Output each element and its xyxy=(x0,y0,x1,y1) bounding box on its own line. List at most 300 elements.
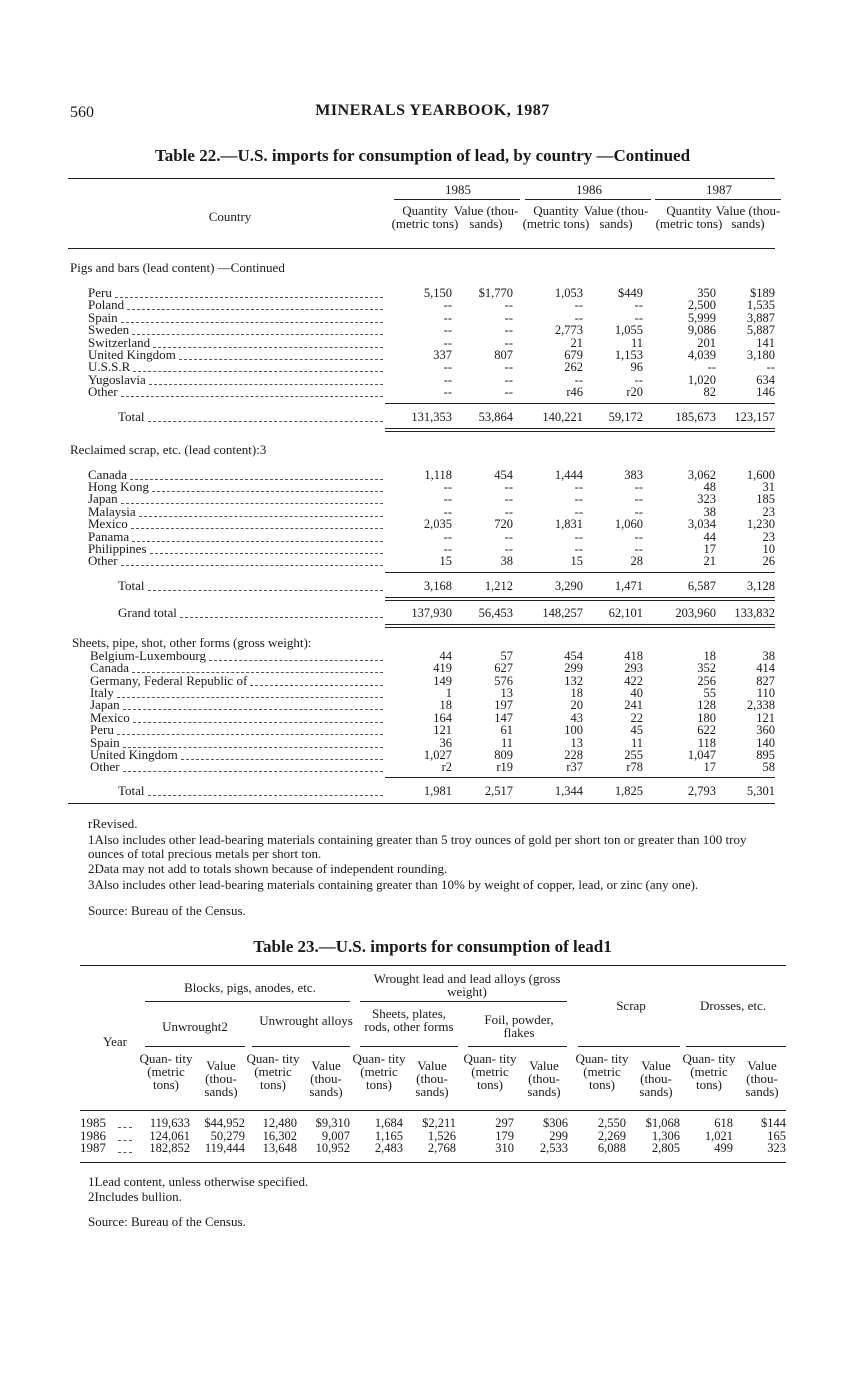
value-cell: 2,805 xyxy=(651,1141,680,1155)
running-title: MINERALS YEARBOOK, 1987 xyxy=(315,102,550,119)
value-cell: 422 xyxy=(624,673,643,688)
value-header: Value (thou- sands) xyxy=(639,1058,673,1099)
value-cell: 1,153 xyxy=(614,348,643,362)
quantity-header: Quan- tity (metric tons) xyxy=(139,1051,193,1092)
country-label: United Kingdom xyxy=(88,347,176,362)
value-cell: 140,221 xyxy=(542,409,583,424)
value-cell: 38 xyxy=(703,504,716,519)
table-rule xyxy=(252,1046,350,1047)
value-cell: 164 xyxy=(433,710,452,725)
value-cell: 228 xyxy=(564,748,583,762)
value-cell: 16,302 xyxy=(262,1128,297,1143)
dot-leader xyxy=(123,709,383,710)
value-cell: -- xyxy=(574,310,583,325)
value-cell: 36 xyxy=(439,735,452,750)
value-cell: 26 xyxy=(762,554,775,569)
value-cell: -- xyxy=(443,360,452,375)
value-cell: $9,310 xyxy=(315,1116,350,1130)
value-cell: 59,172 xyxy=(608,409,643,424)
table-rule xyxy=(468,1046,567,1047)
table-rule xyxy=(360,1046,458,1047)
value-cell: 1,535 xyxy=(746,298,775,313)
value-cell: 50,279 xyxy=(210,1128,245,1143)
dot-leader xyxy=(180,617,383,618)
table-rule xyxy=(385,597,775,598)
value-cell: 1,060 xyxy=(614,517,643,532)
value-cell: -- xyxy=(504,529,513,544)
value-cell: 454 xyxy=(494,467,513,482)
value-cell: 9,007 xyxy=(321,1128,350,1143)
value-cell: 179 xyxy=(495,1128,514,1143)
value-cell: -- xyxy=(443,480,452,494)
value-cell: -- xyxy=(504,492,513,507)
value-cell: $144 xyxy=(761,1116,786,1130)
country-label: Germany, Federal Republic of xyxy=(90,672,248,688)
table-rule xyxy=(68,803,775,804)
value-cell: 1,825 xyxy=(614,783,643,798)
table-rule xyxy=(385,428,775,429)
section-heading: Pigs and bars (lead content) —Continued xyxy=(70,260,285,275)
value-cell: 895 xyxy=(756,748,775,762)
value-cell: 31 xyxy=(762,480,775,494)
table-rule xyxy=(145,1046,245,1047)
value-cell: 182,852 xyxy=(149,1141,190,1155)
value-cell: 262 xyxy=(564,360,583,375)
value-cell: -- xyxy=(634,372,643,387)
footnote: 2Data may not add to totals shown because of independent rounding. xyxy=(88,860,448,876)
dot-leader xyxy=(153,347,383,348)
column-header: Value (thou- sands) xyxy=(583,203,649,231)
value-cell: -- xyxy=(443,542,452,556)
value-cell: $2,211 xyxy=(422,1116,456,1130)
value-cell: -- xyxy=(707,360,716,375)
value-cell: 141 xyxy=(756,335,775,350)
dot-leader xyxy=(121,322,383,323)
country-label: Spain xyxy=(88,309,118,325)
table-rule xyxy=(655,199,781,200)
value-cell: 57 xyxy=(500,648,513,663)
value-cell: 419 xyxy=(433,661,452,676)
dot-leader xyxy=(131,528,383,529)
value-cell: 13 xyxy=(500,686,513,700)
value-cell: 18 xyxy=(439,698,452,713)
table-rule xyxy=(385,431,775,432)
total-label: Total xyxy=(118,408,145,424)
value-cell: 2,035 xyxy=(423,517,452,532)
value-cell: r78 xyxy=(626,760,643,775)
subgroup-header: Unwrought alloys xyxy=(259,1013,353,1028)
value-cell: 2,550 xyxy=(597,1116,626,1130)
value-cell: 61 xyxy=(500,723,513,738)
value-cell: 256 xyxy=(697,673,716,688)
value-cell: 13 xyxy=(570,735,583,750)
value-cell: 23 xyxy=(762,504,775,519)
value-cell: -- xyxy=(504,310,513,325)
value-cell: 5,887 xyxy=(746,323,775,338)
country-label: Italy xyxy=(90,685,114,700)
table-rule xyxy=(80,965,786,966)
value-cell: 3,128 xyxy=(746,578,775,593)
value-cell: 1,027 xyxy=(423,748,452,762)
value-cell: -- xyxy=(634,504,643,519)
value-cell: -- xyxy=(504,542,513,556)
value-cell: 44 xyxy=(703,529,716,544)
value-cell: 137,930 xyxy=(411,605,452,620)
table-rule xyxy=(525,199,651,200)
column-header: Quantity (metric tons) xyxy=(655,203,723,231)
table-rule xyxy=(68,178,775,179)
value-cell: 5,150 xyxy=(423,286,452,300)
value-cell: 17 xyxy=(703,542,716,556)
value-cell: -- xyxy=(574,492,583,507)
value-cell: 1,020 xyxy=(687,372,716,387)
total-label: Total xyxy=(118,577,145,593)
value-cell: 6,587 xyxy=(687,578,716,593)
value-cell: 255 xyxy=(624,748,643,762)
value-cell: 100 xyxy=(564,723,583,738)
dot-leader xyxy=(148,421,383,422)
value-cell: 310 xyxy=(495,1141,514,1155)
value-cell: -- xyxy=(634,480,643,494)
quantity-header: Quan- tity (metric tons) xyxy=(352,1051,406,1092)
table-rule xyxy=(80,1162,786,1163)
value-cell: 110 xyxy=(756,686,775,700)
value-cell: r19 xyxy=(496,760,513,775)
value-cell: 185,673 xyxy=(675,409,716,424)
group-header: Blocks, pigs, anodes, etc. xyxy=(184,980,316,995)
year-label: 1985 xyxy=(80,1115,106,1130)
value-cell: 201 xyxy=(697,335,716,350)
value-cell: 3,887 xyxy=(746,310,775,325)
value-cell: 627 xyxy=(494,661,513,676)
value-cell: -- xyxy=(504,480,513,494)
quantity-header: Quan- tity (metric tons) xyxy=(463,1051,517,1092)
value-cell: 15 xyxy=(570,554,583,569)
country-label: Spain xyxy=(90,734,120,750)
value-cell: 2,269 xyxy=(597,1128,626,1143)
value-cell: 827 xyxy=(756,673,775,688)
value-cell: 21 xyxy=(570,335,583,350)
total-label: Total xyxy=(118,782,145,798)
value-cell: 96 xyxy=(630,360,643,375)
dot-leader xyxy=(115,297,383,298)
country-label: Yugoslavia xyxy=(88,371,146,387)
value-cell: 133,832 xyxy=(734,605,775,620)
value-cell: 3,168 xyxy=(423,578,452,593)
value-cell: 40 xyxy=(630,686,643,700)
country-label: Panama xyxy=(88,528,130,544)
value-cell: 185 xyxy=(756,492,775,507)
value-cell: 3,062 xyxy=(687,467,716,482)
dot-leader xyxy=(209,660,383,661)
column-header: Quantity (metric tons) xyxy=(522,203,590,231)
value-cell: 1,600 xyxy=(746,467,775,482)
section-heading: Reclaimed scrap, etc. (lead content):3 xyxy=(70,441,267,457)
year-label: 1987 xyxy=(80,1140,106,1155)
value-header: Value (thou- sands) xyxy=(527,1058,561,1099)
value-cell: 3,180 xyxy=(746,348,775,362)
value-cell: 2,533 xyxy=(539,1141,568,1155)
value-cell: -- xyxy=(574,298,583,313)
value-cell: 119,633 xyxy=(149,1116,190,1130)
value-cell: 124,061 xyxy=(149,1128,190,1143)
country-label: Belgium-Luxembourg xyxy=(90,647,207,663)
table-22-title: Table 22.—U.S. imports for consumption of lead, by country —Continued xyxy=(154,146,691,165)
value-cell: 1,118 xyxy=(424,467,452,482)
source-note: Source: Bureau of the Census. xyxy=(88,1214,246,1229)
dot-leader xyxy=(139,516,383,517)
value-cell: 2,793 xyxy=(687,783,716,798)
subgroup-header: Foil, powder, flakes xyxy=(484,1012,554,1040)
group-header: Scrap xyxy=(616,998,646,1013)
value-cell: 454 xyxy=(564,648,583,663)
year-label: 1986 xyxy=(80,1127,106,1143)
country-label: Malaysia xyxy=(88,503,136,519)
table-rule xyxy=(394,199,520,200)
value-cell: 2,517 xyxy=(484,783,513,798)
country-label: Other xyxy=(90,759,120,775)
value-cell: 618 xyxy=(714,1116,733,1130)
country-label: Peru xyxy=(88,285,112,300)
column-header: Quantity (metric tons) xyxy=(391,203,459,231)
value-cell: 352 xyxy=(697,661,716,676)
value-cell: 18 xyxy=(570,686,583,700)
value-cell: 149 xyxy=(433,673,452,688)
value-cell: 1 xyxy=(445,686,452,700)
value-cell: 241 xyxy=(624,698,643,713)
value-cell: 323 xyxy=(767,1141,786,1155)
value-cell: -- xyxy=(504,504,513,519)
value-cell: 337 xyxy=(433,348,452,362)
value-cell: 1,021 xyxy=(704,1128,733,1143)
value-cell: 15 xyxy=(439,554,452,569)
value-cell: 148,257 xyxy=(542,605,583,620)
value-cell: 58 xyxy=(762,760,775,775)
dot-leader xyxy=(121,396,383,397)
table-rule xyxy=(385,624,775,625)
value-cell: r20 xyxy=(626,385,643,400)
table-rule xyxy=(360,1001,567,1002)
country-label: Other xyxy=(88,553,118,569)
value-header: Value (thou- sands) xyxy=(204,1058,238,1099)
value-cell: 197 xyxy=(494,698,513,713)
value-cell: 1,981 xyxy=(423,783,452,798)
value-cell: 128 xyxy=(697,698,716,713)
value-cell: 203,960 xyxy=(675,605,716,620)
value-cell: 1,831 xyxy=(554,517,583,532)
value-header: Value (thou- sands) xyxy=(309,1058,343,1099)
value-cell: -- xyxy=(634,310,643,325)
value-cell: -- xyxy=(574,504,583,519)
quantity-header: Quan- tity (metric tons) xyxy=(246,1051,300,1092)
value-cell: 131,353 xyxy=(411,409,452,424)
value-cell: 147 xyxy=(494,710,513,725)
value-cell: 38 xyxy=(500,554,513,569)
value-cell: 2,338 xyxy=(746,698,775,713)
value-cell: 23 xyxy=(762,529,775,544)
value-cell: 140 xyxy=(756,735,775,750)
value-cell: 350 xyxy=(697,286,716,300)
value-cell: 1,055 xyxy=(614,323,643,338)
table-rule xyxy=(385,777,775,778)
dot-leader xyxy=(179,359,383,360)
value-cell: 62,101 xyxy=(608,605,643,620)
country-label: U.S.S.R xyxy=(88,359,131,375)
dot-leader xyxy=(132,541,383,542)
footnote: 3Also includes other lead-bearing materials containing greater than 10% by weight of copper, lead, or zinc (any one). xyxy=(88,876,699,892)
value-cell: -- xyxy=(574,480,583,494)
value-cell: 9,086 xyxy=(687,323,716,338)
value-cell: -- xyxy=(443,310,452,325)
value-cell: -- xyxy=(443,372,452,387)
value-cell: 293 xyxy=(624,661,643,676)
value-cell: $306 xyxy=(543,1116,568,1130)
value-cell: r2 xyxy=(441,760,452,775)
value-cell: 4,039 xyxy=(687,348,716,362)
value-cell: 1,344 xyxy=(554,783,583,798)
country-label: Japan xyxy=(90,697,120,713)
value-cell: 5,301 xyxy=(746,783,775,798)
dot-leader xyxy=(250,685,383,686)
value-header: Value (thou- sands) xyxy=(415,1058,449,1099)
value-cell: -- xyxy=(634,529,643,544)
country-label: Other xyxy=(88,384,118,400)
value-cell: 44 xyxy=(439,648,452,663)
value-cell: 1,212 xyxy=(484,578,513,593)
value-cell: r37 xyxy=(566,760,583,775)
value-cell: 121 xyxy=(756,710,775,725)
value-cell: -- xyxy=(634,542,643,556)
value-cell: 53,864 xyxy=(478,409,513,424)
value-cell: 1,306 xyxy=(651,1128,680,1143)
value-cell: $44,952 xyxy=(204,1116,245,1130)
value-cell: 622 xyxy=(697,723,716,738)
country-header: Country xyxy=(208,209,252,224)
value-cell: 1,684 xyxy=(374,1116,403,1130)
country-label: Canada xyxy=(90,660,129,676)
value-cell: 299 xyxy=(564,661,583,676)
value-cell: 118 xyxy=(697,735,716,750)
value-cell: 809 xyxy=(494,748,513,762)
value-cell: 2,483 xyxy=(374,1141,403,1155)
table-rule xyxy=(80,1110,786,1111)
dot-leader xyxy=(132,334,383,335)
value-cell: 10,952 xyxy=(315,1141,350,1155)
value-cell: 21 xyxy=(703,554,716,569)
value-cell: -- xyxy=(574,372,583,387)
table-23-title: Table 23.—U.S. imports for consumption of lead1 xyxy=(253,937,612,956)
value-cell: 1,444 xyxy=(554,467,583,482)
year-header: Year xyxy=(103,1034,127,1049)
value-cell: $1,068 xyxy=(645,1116,680,1130)
page-number: 560 xyxy=(70,104,94,121)
value-cell: -- xyxy=(443,492,452,507)
value-cell: -- xyxy=(504,385,513,400)
value-cell: 576 xyxy=(494,673,513,688)
table-rule xyxy=(68,248,775,249)
dot-leader xyxy=(133,722,383,723)
country-label: Sweden xyxy=(88,322,130,338)
country-label: Hong Kong xyxy=(88,479,150,494)
value-cell: -- xyxy=(443,504,452,519)
value-header: Value (thou- sands) xyxy=(745,1058,779,1099)
value-cell: 11 xyxy=(630,335,643,350)
dot-leader xyxy=(130,479,383,480)
subgroup-header: Unwrought2 xyxy=(162,1019,228,1034)
value-cell: -- xyxy=(504,335,513,350)
value-cell: 1,230 xyxy=(746,517,775,532)
value-cell: 123,157 xyxy=(734,409,775,424)
section-heading: Sheets, pipe, shot, other forms (gross weight): xyxy=(72,634,312,650)
value-cell: 2,773 xyxy=(554,323,583,338)
value-cell: 6,088 xyxy=(597,1141,626,1155)
table-rule xyxy=(385,572,775,573)
dot-leader xyxy=(181,759,383,760)
country-label: Switzerland xyxy=(88,334,151,350)
value-cell: 414 xyxy=(756,661,775,676)
dot-leader xyxy=(148,795,383,796)
value-cell: 2,500 xyxy=(687,298,716,313)
footnote: 1Lead content, unless otherwise specified. xyxy=(88,1174,309,1189)
footnote: 1Also includes other lead-bearing materials containing greater than 5 troy ounces of gold per short ton or greater than 100 troy ounces of total precious metals per short ton. xyxy=(88,831,747,861)
column-header: Value (thou- sands) xyxy=(715,203,781,231)
value-cell: 360 xyxy=(756,723,775,738)
value-cell: 180 xyxy=(697,710,716,725)
value-cell: 1,047 xyxy=(687,748,716,762)
footnote: rRevised. xyxy=(88,815,138,831)
value-cell: 1,526 xyxy=(427,1128,456,1143)
table-rule xyxy=(385,600,775,601)
value-cell: 1,165 xyxy=(374,1128,403,1143)
dot-leader xyxy=(149,384,383,385)
subgroup-header: Sheets, plates, rods, other forms xyxy=(364,1006,454,1034)
dot-leader xyxy=(121,565,383,566)
value-cell: 48 xyxy=(703,480,716,494)
value-cell: 28 xyxy=(630,554,643,569)
value-cell: -- xyxy=(443,298,452,313)
value-cell: -- xyxy=(443,385,452,400)
value-cell: 38 xyxy=(762,648,775,663)
dot-leader xyxy=(117,697,383,698)
value-cell: 132 xyxy=(564,673,583,688)
value-cell: 418 xyxy=(624,648,643,663)
table-rule xyxy=(578,1046,680,1047)
value-cell: 2,768 xyxy=(427,1141,456,1155)
dot-leader xyxy=(148,590,383,591)
quantity-header: Quan- tity (metric tons) xyxy=(682,1051,736,1092)
value-cell: -- xyxy=(574,529,583,544)
dot-leader xyxy=(150,553,383,554)
column-header: Value (thou- sands) xyxy=(453,203,519,231)
value-cell: -- xyxy=(634,298,643,313)
value-cell: $1,770 xyxy=(478,286,513,300)
value-cell: 165 xyxy=(767,1128,786,1143)
value-cell: 121 xyxy=(433,723,452,738)
value-cell: -- xyxy=(504,360,513,375)
value-cell: 20 xyxy=(570,698,583,713)
value-cell: 11 xyxy=(500,735,513,750)
value-cell: -- xyxy=(443,529,452,544)
value-cell: 13,648 xyxy=(262,1141,297,1155)
value-cell: -- xyxy=(766,360,775,375)
value-cell: 10 xyxy=(762,542,775,556)
year-header: 1986 xyxy=(576,182,602,197)
value-cell: 807 xyxy=(494,348,513,362)
value-cell: 11 xyxy=(630,735,643,750)
value-cell: 3,034 xyxy=(687,517,716,532)
value-cell: 299 xyxy=(549,1128,568,1143)
dot-leader xyxy=(127,309,383,310)
